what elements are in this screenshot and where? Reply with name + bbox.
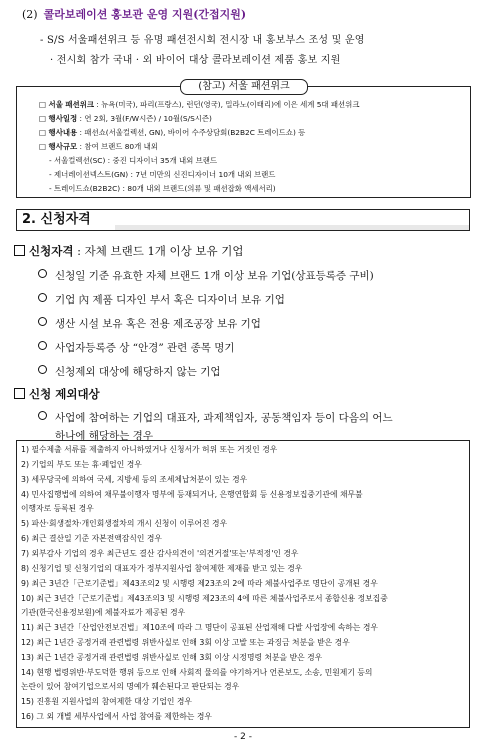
exclusion-list-item: 14) 현행 법령위반·부도덕한 행위 등으로 인해 사회적 물의를 야기하거나 언론보도, 소송, 민원제기 등의 [21,668,373,677]
circle-bullet-icon [38,341,47,350]
heading-shadow [115,225,469,230]
exclusion-list-item: 논란이 있어 참여기업으로서의 명예가 훼손된다고 판단되는 경우 [21,682,240,691]
exclusion-list-item: 1) 필수제출 서류를 제출하지 아니하였거나 신청서가 허위 또는 거짓인 경우 [21,445,278,454]
section-number: (2) [22,8,38,21]
section-heading [22,6,246,22]
section-title: 콜라보레이션 홍보관 운영 지원(간접지원) [43,8,247,21]
square-bullet-icon [14,245,25,256]
eligibility-title: 신청자격 : 자체 브랜드 1개 이상 보유 기업 [14,243,244,259]
exclusion-list-item: 9) 최근 3년간「근로기준법」제43조의2 및 시행령 제23조의 2에 따라 체불사업주로 명단이 공개된 경우 [21,579,378,588]
eligibility-item: 신청일 기준 유효한 자체 브랜드 1개 이상 보유 기업(상표등록증 구비) [38,268,374,283]
circle-bullet-icon [38,411,47,420]
exclusion-list-item: 15) 진흥원 지원사업의 참여제한 대상 기업인 경우 [21,697,192,706]
exclusion-list-item: 11) 최근 3년간「산업안전보건법」제10조에 따라 그 명단이 공표된 산업재해 다발 사업장에 속하는 경우 [21,623,378,632]
reference-line: □ 행사내용 : 패션쇼(서울컬렉션, GN), 바이어 수주상담회(B2B2C 트레이드쇼) 등 [39,128,306,137]
reference-sub-line: - 서울컬렉션(SC) : 중진 디자이너 35개 내외 브랜드 [49,156,217,165]
eligibility-item: 기업 內 제품 디자인 부서 혹은 디자이너 보유 기업 [38,292,285,307]
exclusion-list-item: 7) 외부감사 기업의 경우 최근년도 결산 감사의견이 '의견거절'또는'부적정'인 경우 [21,549,299,558]
exclusion-list-item: 이행자로 등록된 경우 [21,504,94,513]
dash-line-1: - S/S 서울패션위크 등 유명 패션전시회 전시장 내 홍보부스 조성 및 운영 [40,35,365,46]
reference-line: □ 행사규모 : 참여 브랜드 80개 내외 [39,142,158,151]
reference-line: □ 행사일정 : 연 2회, 3월(F/W시즌) / 10월(S/S시즌) [39,114,212,123]
exclusion-list-item: 13) 최근 1년간 공정거래 관련법령 위반사실로 인해 3회 이상 시정명령 처분을 받은 경우 [21,653,323,662]
exclusion-list-item: 4) 민사집행법에 의하여 채무불이행자 명부에 등재되거나, 은행연합회 등 신용정보집중기관에 채무불 [21,490,363,499]
reference-sub-line: - 트레이드쇼(B2B2C) : 80개 내외 브랜드(의류 및 패션잡화 액세서리) [49,184,276,193]
circle-bullet-icon [38,317,47,326]
circle-bullet-icon [38,293,47,302]
reference-sub-line: - 제너레이션넥스트(GN) : 7년 미만의 신진디자이너 10개 내외 브랜드 [49,170,276,179]
exclusion-list-item: 12) 최근 1년간 공정거래 관련법령 위반사실로 인해 3회 이상 고발 또는 과징금 처분을 받은 경우 [21,638,350,647]
page-number: - 2 - [234,732,252,742]
exclusion-list-item: 10) 최근 3년간「근로기준법」제43조의3 및 시행령 제23조의 4에 따른 체불사업주로서 종합신용 정보집중 [21,594,388,603]
eligibility-item: 생산 시설 보유 혹은 전용 제조공장 보유 기업 [38,316,261,331]
reference-box [16,86,471,198]
exclusion-list-box [16,440,470,728]
exclusion-description-cont: 하나에 해당하는 경우 [55,430,153,442]
reference-line: □ 서울 패션위크 : 뉴욕(미국), 파리(프랑스), 런던(영국), 밀라노(이태리)에 이은 세계 5대 패션위크 [39,100,360,109]
eligibility-item: 신청제외 대상에 해당하지 않는 기업 [38,364,221,379]
exclusion-list-item: 기관(한국신용정보원)에 체불자료가 제공된 경우 [21,608,186,617]
exclusion-list-item: 8) 신청기업 및 신청기업의 대표자가 정부지원사업 참여제한 제재를 받고 있는 경우 [21,564,303,573]
exclusion-list-item: 5) 파산·회생절차·개인회생절차의 개시 신청이 이루어진 경우 [21,519,228,528]
exclusion-list-item: 2) 기업의 부도 또는 휴·폐업인 경우 [21,460,142,469]
dash-line-2: · 전시회 참가 국내 · 외 바이어 대상 콜라보레이션 제품 홍보 지원 [50,55,341,66]
section-2-title: 2. 신청자격 [22,212,91,227]
exclusion-list-item: 3) 세무당국에 의하여 국세, 지방세 등의 조세체납처분이 있는 경우 [21,475,248,484]
reference-title: (참고) 서울 패션위크 [180,79,308,95]
section-2-heading [16,209,470,231]
circle-bullet-icon [38,365,47,374]
square-bullet-icon [14,388,25,399]
exclusion-title: 신청 제외대상 [14,386,100,402]
exclusion-description: 사업에 참여하는 기업의 대표자, 과제책임자, 공동책임자 등이 다음의 어느 [38,410,393,425]
exclusion-list-item: 6) 최근 결산일 기준 자본전액잠식인 경우 [21,534,162,543]
circle-bullet-icon [38,269,47,278]
eligibility-item: 사업자등록증 상 “안경” 관련 종목 명기 [38,340,235,355]
exclusion-list-item: 16) 그 외 개별 세부사업에서 사업 참여를 제한하는 경우 [21,712,212,721]
